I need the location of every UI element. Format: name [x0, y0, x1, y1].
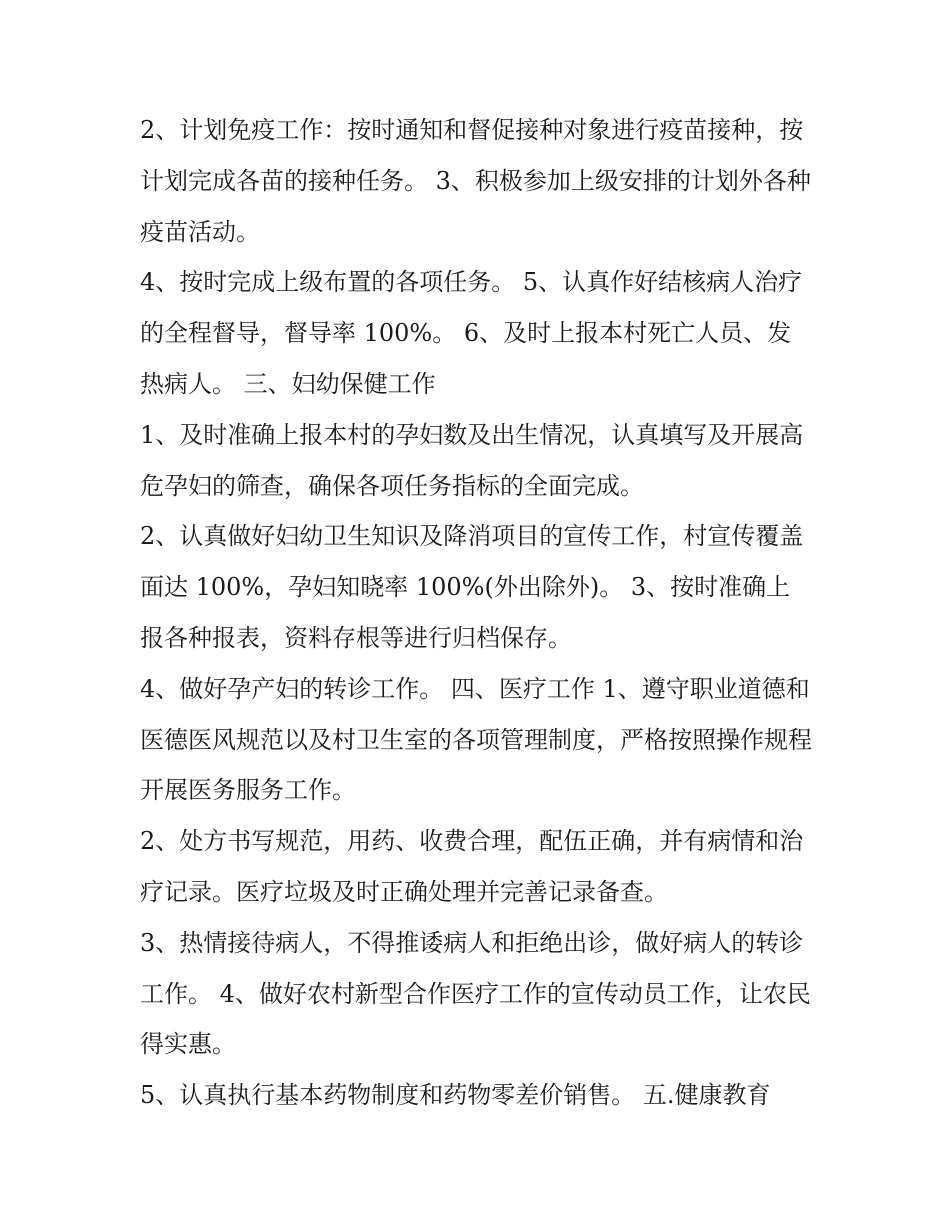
paragraph-patient-care: 3、热情接待病人，不得推诿病人和拒绝出诊，做好病人的转诊工作。 4、做好农村新型合作医疗工作的宣传动员工作，让农民得实惠。 — [140, 928, 811, 1059]
document-body — [140, 105, 812, 1121]
paragraph-immunization: 2、计划免疫工作：按时通知和督促接种对象进行疫苗接种，按计划完成各苗的接种任务。 3、积极参加上级安排的计划外各种疫苗活动。 — [140, 116, 811, 246]
paragraph-health-publicity: 2、认真做好妇幼卫生知识及降消项目的宣传工作，村宣传覆盖面达 100%，孕妇知晓率 100%(外出除外)。 3、按时准确上报各种报表，资料存根等进行归档保存。 — [140, 522, 804, 652]
paragraph-tasks-tuberculosis: 4、按时完成上级布置的各项任务。 5、认真作好结核病人治疗的全程督导，督导率 100%。 6、及时上报本村死亡人员、发热病人。 三、妇幼保健工作 — [140, 268, 803, 398]
paragraph-referral-medical-work: 4、做好孕产妇的转诊工作。 四、医疗工作 1、遵守职业道德和医德医风规范以及村卫生室的各项管理制度，严格按照操作规程开展医务服务工作。 — [140, 674, 812, 805]
paragraph-prescription: 2、处方书写规范，用药、收费合理，配伍正确，并有病情和治疗记录。医疗垃圾及时正确处理并完善记录备查。 — [140, 827, 804, 906]
paragraph-pregnancy-report: 1、及时准确上报本村的孕妇数及出生情况，认真填写及开展高危孕妇的筛查，确保各项任务指标的全面完成。 — [140, 420, 804, 500]
paragraph-essential-drugs: 5、认真执行基本药物制度和药物零差价销售。 五.健康教育 — [140, 1081, 771, 1110]
